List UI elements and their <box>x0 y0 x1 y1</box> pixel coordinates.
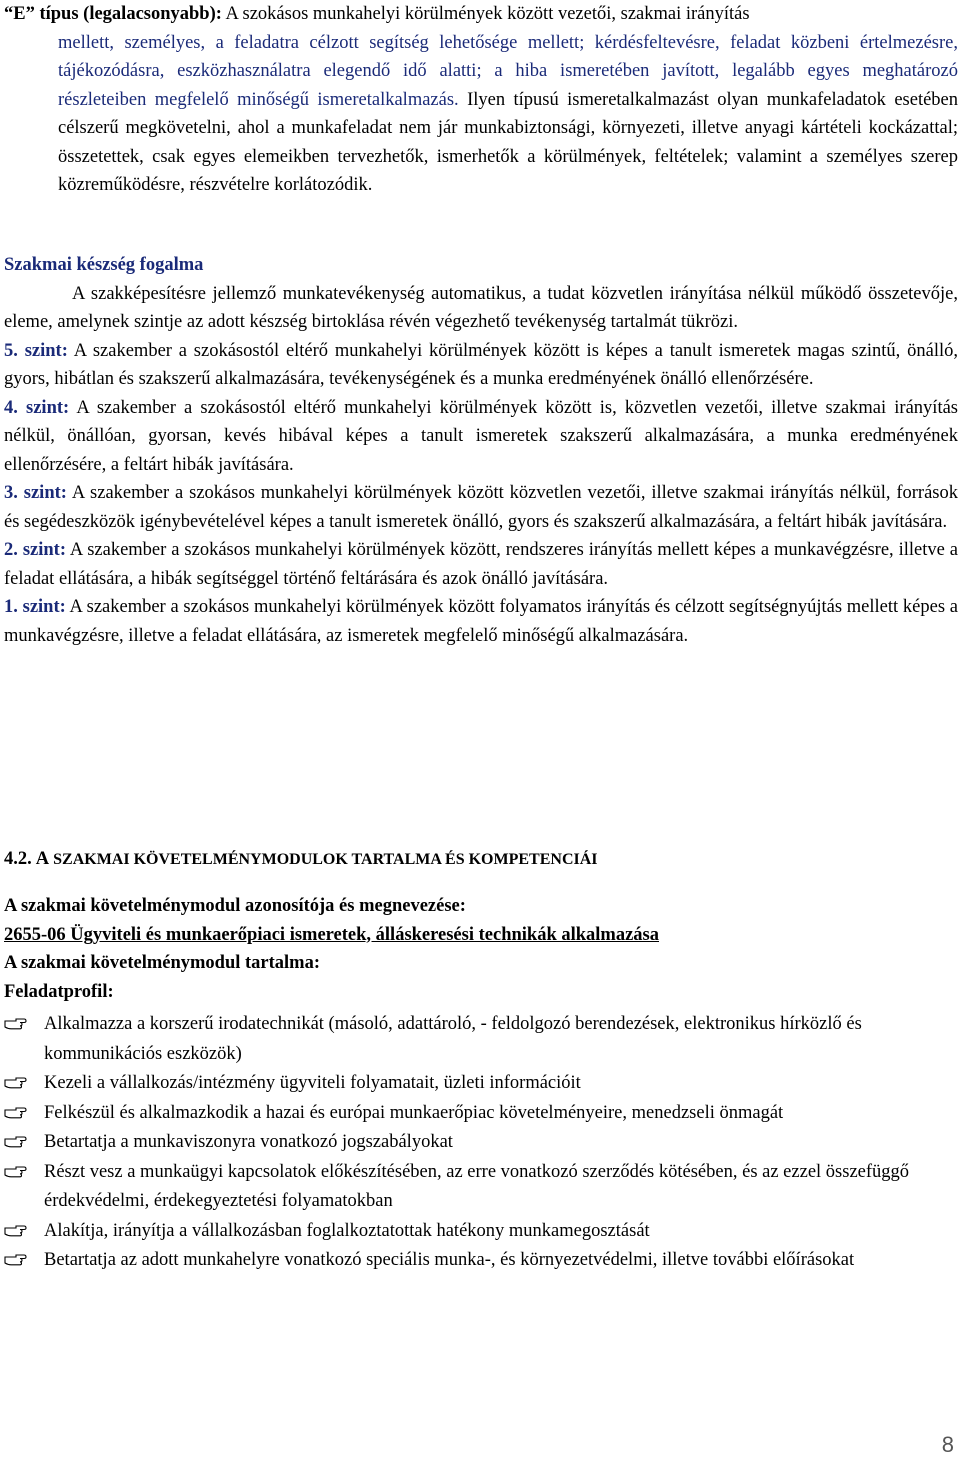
module-content-heading: A szakmai követelménymodul tartalma: <box>4 953 321 973</box>
level-label: 4. szint: <box>4 397 70 418</box>
module-id-value: 2655-06 Ügyviteli és munkaerőpiaci ismeretek, álláskeresési technikák alkalmazása <box>4 924 659 945</box>
e-type-definition <box>4 0 958 200</box>
list-item <box>4 1128 958 1158</box>
skill-heading: Szakmai készség fogalma <box>4 255 204 275</box>
task-text: Betartatja a munkaviszonyra vonatkozó jogszabályokat <box>44 1132 453 1152</box>
pointing-hand-icon <box>4 1164 28 1180</box>
section-4-2-heading <box>4 845 958 875</box>
module-info <box>4 892 958 1006</box>
list-item <box>4 1099 958 1129</box>
task-text: Alakítja, irányítja a vállalkozásban foglalkoztatottak hatékony munkamegosztását <box>44 1220 650 1241</box>
e-type-blue-text: mellett, személyes, a feladatra célzott segítség lehetősége mellett; kérdésfeltevésre, feladat közbeni értelmezésre, tájékozódásra, eszközhasználatra elegendő idő alatti; a hiba ismeretében javított, legalább egyes meghatározó részleteiben megfelelő minőségű ismeretalkalmazás. <box>58 32 958 110</box>
list-item <box>4 1158 958 1217</box>
skill-level-5 <box>4 337 958 394</box>
task-list <box>4 1010 958 1276</box>
pointing-hand-icon <box>4 1134 28 1150</box>
level-text: A szakember a szokásostól eltérő munkahelyi körülmények között is, közvetlen vezetői, illetve szakmai irányítás nélkül, önállóan, gyorsan, kevés hibával képes a tanult ismeretek szakszerű alkalmazására, a munka eredményének ellenőrzésére, a feltárt hibák javítására. <box>4 397 958 475</box>
pointing-hand-icon <box>4 1223 28 1239</box>
section-number: 4.2. <box>4 849 32 869</box>
e-type-rest-text: Ilyen típusú ismeretalkalmazást olyan munkafeladatok esetében célszerű megkövetelni, ahol a munkafeladat nem jár munkabiztonsági, környezeti, illetve anyagi kártételi kockázattal; összetettek, csak egyes elemeikben tervezhetők, ismerhetők a körülmények, feltételek; valamint a személyes szerep közreműködésre, részvételre korlátozódik. <box>58 89 959 195</box>
page-number: 8 <box>941 1432 954 1457</box>
list-item <box>4 1217 958 1247</box>
task-text: Alkalmazza a korszerű irodatechnikát (másoló, adattároló, - feldolgozó berendezések, elektronikus hírközlő és kommunikációs eszközök) <box>44 1014 862 1064</box>
level-text: A szakember a szokásostól eltérő munkahelyi körülmények között is képes a tanult ismeretek magas szintű, önálló, gyors, hibátlan és szakszerű alkalmazására, tevékenységének és a munka eredményének önálló ellenőrzésére. <box>4 340 958 389</box>
pointing-hand-icon <box>4 1105 28 1121</box>
skill-level-2 <box>4 536 958 593</box>
skill-level-1 <box>4 593 958 650</box>
pointing-hand-icon <box>4 1075 28 1091</box>
section-title-first: A <box>35 849 50 869</box>
level-label: 1. szint: <box>4 597 66 617</box>
level-label: 5. szint: <box>4 340 68 361</box>
level-label: 2. szint: <box>4 540 66 560</box>
e-type-first-line: A szokásos munkahelyi körülmények között vezetői, szakmai irányítás <box>225 4 750 24</box>
pointing-hand-icon <box>4 1016 28 1032</box>
level-text: A szakember a szokásos munkahelyi körülmények között, rendszeres irányítás mellett képes a munkavégzésre, illetve a feladat ellátására, a hibák segítséggel történő feltárására és azok önálló javítására. <box>4 540 958 589</box>
module-id-heading: A szakmai követelménymodul azonosítója és megnevezése: <box>4 896 466 916</box>
level-label: 3. szint: <box>4 483 67 503</box>
level-text: A szakember a szokásos munkahelyi körülmények között közvetlen vezetői, illetve szakmai irányítás nélkül, források és segédeszközök igénybevételével képes a tanult ismeretek önálló, gyors és szakszerű alkalmazására, a feltárt hibák javítására. <box>4 483 958 532</box>
skill-level-4 <box>4 394 958 480</box>
e-type-label: “E” típus (legalacsonyabb): <box>4 4 222 24</box>
skill-section <box>4 251 958 650</box>
section-title-rest: SZAKMAI KÖVETELMÉNYMODULOK TARTALMA ÉS KOMPETENCIÁI <box>53 851 598 868</box>
pointing-hand-icon <box>4 1252 28 1268</box>
section-title <box>4 845 958 875</box>
e-type-body <box>58 29 958 200</box>
list-item <box>4 1010 958 1069</box>
task-text: Betartatja az adott munkahelyre vonatkozó speciális munka-, és környezetvédelmi, illetve további előírásokat <box>44 1250 855 1270</box>
skill-level-3 <box>4 479 958 536</box>
task-profile-heading: Feladatprofil: <box>4 981 114 1002</box>
task-text: Felkészül és alkalmazkodik a hazai és európai munkaerőpiac követelményeire, menedzseli önmagát <box>44 1102 784 1123</box>
list-item <box>4 1246 958 1276</box>
e-type-paragraph <box>4 0 958 29</box>
level-text: A szakember a szokásos munkahelyi körülmények között folyamatos irányítás és célzott segítségnyújtás mellett képes a munkavégzésre, illetve a feladat ellátására, az ismeretek megfelelő minőségű alkalmazására. <box>4 597 958 646</box>
list-item <box>4 1069 958 1099</box>
task-text: Részt vesz a munkaügyi kapcsolatok előkészítésében, az erre vonatkozó szerződés kötésében, és az ezzel összefüggő érdekvédelmi, érdekegyeztetési folyamatokban <box>44 1161 910 1211</box>
skill-definition: A szakképesítésre jellemző munkatevékenység automatikus, a tudat közvetlen irányítása nélkül működő összetevője, eleme, amelynek szintje az adott készség birtoklása révén végezhető tevékenység tartalmát tükrözi. <box>4 283 958 332</box>
task-text: Kezeli a vállalkozás/intézmény ügyviteli folyamatait, üzleti információit <box>44 1073 581 1093</box>
